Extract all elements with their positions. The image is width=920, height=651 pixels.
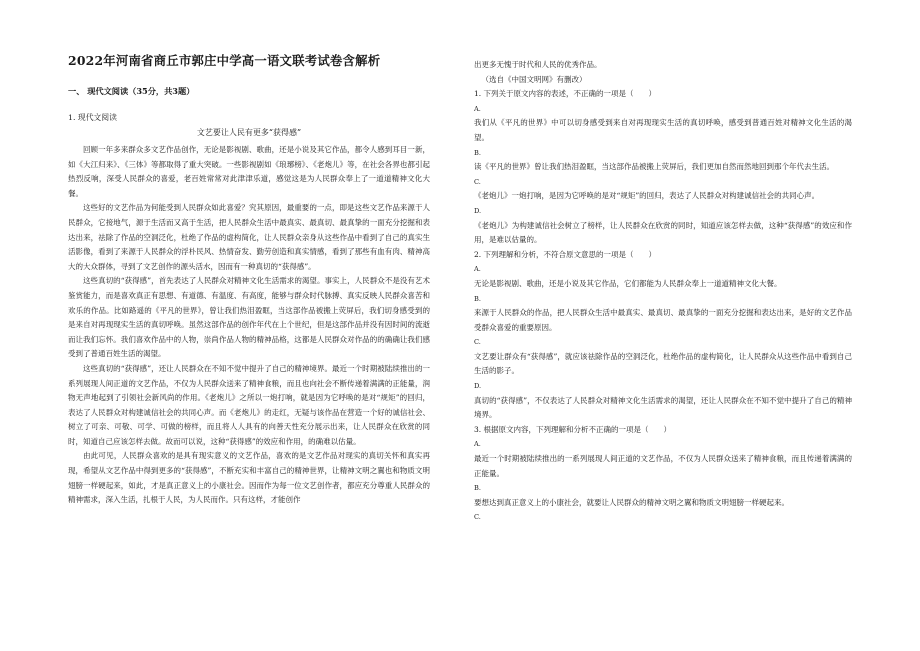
text-line: 文艺要让群众有“获得感”，就应该祛除作品的空洞泛化，杜绝作品的虚构简化，让人民群众从这些作品中看到自己生活的影子。 [474,351,852,376]
section-heading: 一、 现代文阅读（35分，共3题） [68,86,195,96]
paragraph: 回顾一年多来群众多文艺作品创作，无论是影视剧、歌曲，还是小说及其它作品，都令人感到耳目一新，如《大江归来》、《三体》等都取得了重大突破。一些影视剧如《琅琊榜》、《老炮儿》等，在社会各界也都引起热烈反响，深受人民群众的喜爱，老百姓常常对此津津乐道，感觉这是为人民群众奉上了一道道精神文化大餐。 [68,145,430,198]
text-line: 最近一个时期被陆续推出的一系列展现人间正道的文艺作品，不仅为人民群众送来了精神食粮，而且传递着满满的正能量。 [474,454,852,478]
text-line: 《老炮儿》为构建诚信社会树立了榜样，让人民群众在欣赏的同时，知道应该怎样去做，这种“获得感”的效应和作用，是难以估量的。 [474,220,852,245]
paragraph: 由此可见，人民群众喜欢的是具有现实意义的文艺作品，喜欢的是文艺作品对现实的真切关怀和真实再现，希望从文艺作品中得到更多的“获得感”，不断充实和丰富自己的精神世界，让精神文明之翼也和物质文明翅膀一样硬起来，如此，才是真正意义上的小康社会。因而作为每一位文艺创作者，都应充分尊重人民群众的精神需求，深入生活，扎根于人民，为人民而作。只有这样，才能创作 [68,451,430,505]
text-line: 读《平凡的世界》曾让我们热泪盈眶，当这部作品被搬上荧屏后，我们更加自然而然地回到那个年代去生活。 [474,162,834,172]
option-letter: D. [474,206,482,215]
document-title: 2022年河南省商丘市郭庄中学高一语文联考试卷含解析 [68,53,381,68]
text-line: （选自《中国文明网》有删改） [481,74,587,84]
article-body [68,143,430,508]
text-line: 真切的“获得感”，不仅表达了人民群众对精神文化生活需求的渴望，还让人民群众在不知不觉中提升了自己的精神境界。 [474,395,852,420]
article-title: 文艺要让人民有更多“获得感” [196,128,302,137]
text-line: 《老炮儿》一炮打响，是因为它呼唤的是对“规矩”的回归，表达了人民群众对构建诚信社会的共同心声。 [474,191,820,201]
question-stem: 1. 下列关于原文内容的表述，不正确的一项是（ ） [474,89,657,99]
text-line: 来源于人民群众的作品，把人民群众生活中最真实、最真切、最真挚的一面充分挖掘和表达出来，是好的文艺作品受群众喜爱的重要原因。 [474,308,852,332]
option-letter: C. [474,338,481,347]
option-letter: D. [474,382,482,391]
paragraph: 这些真切的“获得感”，首先表达了人民群众对精神文化生活需求的渴望。事实上，人民群众不是没有艺术鉴赏能力，而是喜欢真正有思想、有道德、有温度、有高度，能够与群众时代脉搏、真实反映人民群众喜苦和欢乐的作品。比如路遥的《平凡的世界》，曾让我们热泪盈眶，当这部作品被搬上荧屏后，我们切身感受到的是来自对再现现实生活的真切呼唤。虽然这部作品的创作年代在上个世纪，但是这部作品并没有因时间的流逝而让我们忘怀。我们喜欢作品中的人物，崇尚作品人物的精神品格，这都是人民群众对作品的的确确让我们感受到了普通百姓生活的渴望。 [68,276,430,359]
text-line: 要想达到真正意义上的小康社会，就要让人民群众的精神文明之翼和物质文明翅膀一样硬起来。 [474,497,789,507]
question-stem: 3. 根据原文内容，下列理解和分析不正确的一项是（ ） [474,424,672,434]
option-letter: B. [474,148,481,157]
paragraph: 这些好的文艺作品为何能受到人民群众如此喜爱？究其原因，最重要的一点，即是这些文艺作品来源于人民群众，它接地气，源于生活而又高于生活，把人民群众生活中最真实、最真切、最真挚的一面充分挖掘和表达出来，祛除了作品的空洞泛化，杜绝了作品的虚构简化，让人民群众亲身从这些作品中看到了自己的真实生活影像，看到了来源于人民群众的浮朴民风、热情奋发、勤劳创造和真实情感，看到了那些有血有肉、精神高大的大众群体，寻到了文艺创作的源头活水，因而有一种真切的“获得感”。 [68,203,430,271]
paragraph: 这些真切的“获得感”，还让人民群众在不知不觉中提升了自己的精神境界。最近一个时期被陆续推出的一系列展现人间正道的文艺作品，不仅为人民群众送来了精神食粮，而且也向社会不断传递着满满的正能量，润物无声地起到了引领社会新风尚的作用。《老炮儿》之所以一炮打响，就是因为它呼唤的是对“规矩”的回归，表达了人民群众对构建诚信社会的共同心声。而《老炮儿》的走红，无疑与该作品在营造一个好的诚信社会、树立了可亲、可敬、可学、可做的榜样，而且将人人具有的向善天性充分展示出来，让人民群众在欣赏的同时，知道自己应该怎样去做。故而可以说，这种“获得感”的效应和作用，的确难以估量。 [68,363,430,446]
option-letter: A. [474,104,481,113]
option-letter: B. [474,484,481,493]
option-letter: C. [474,513,481,522]
questions-block [474,58,852,525]
option-letter: B. [474,294,481,303]
option-letter: C. [474,177,481,186]
option-letter: A. [474,265,481,274]
text-line: 无论是影视剧、歌曲，还是小说及其它作品，它们都能为人民群众奉上一道道精神文化大餐。 [474,278,782,288]
question-number: 1. 现代文阅读 [68,113,117,122]
question-stem: 2. 下列理解和分析，不符合原文意思的一项是（ ） [474,249,657,259]
option-letter: A. [474,440,481,449]
text-line: 出更多无愧于时代和人民的优秀作品。 [474,60,602,69]
text-line: 我们从《平凡的世界》中可以切身感受到来自对再现现实生活的真切呼唤，感受到普通百姓对精神文化生活的渴望。 [474,118,852,142]
